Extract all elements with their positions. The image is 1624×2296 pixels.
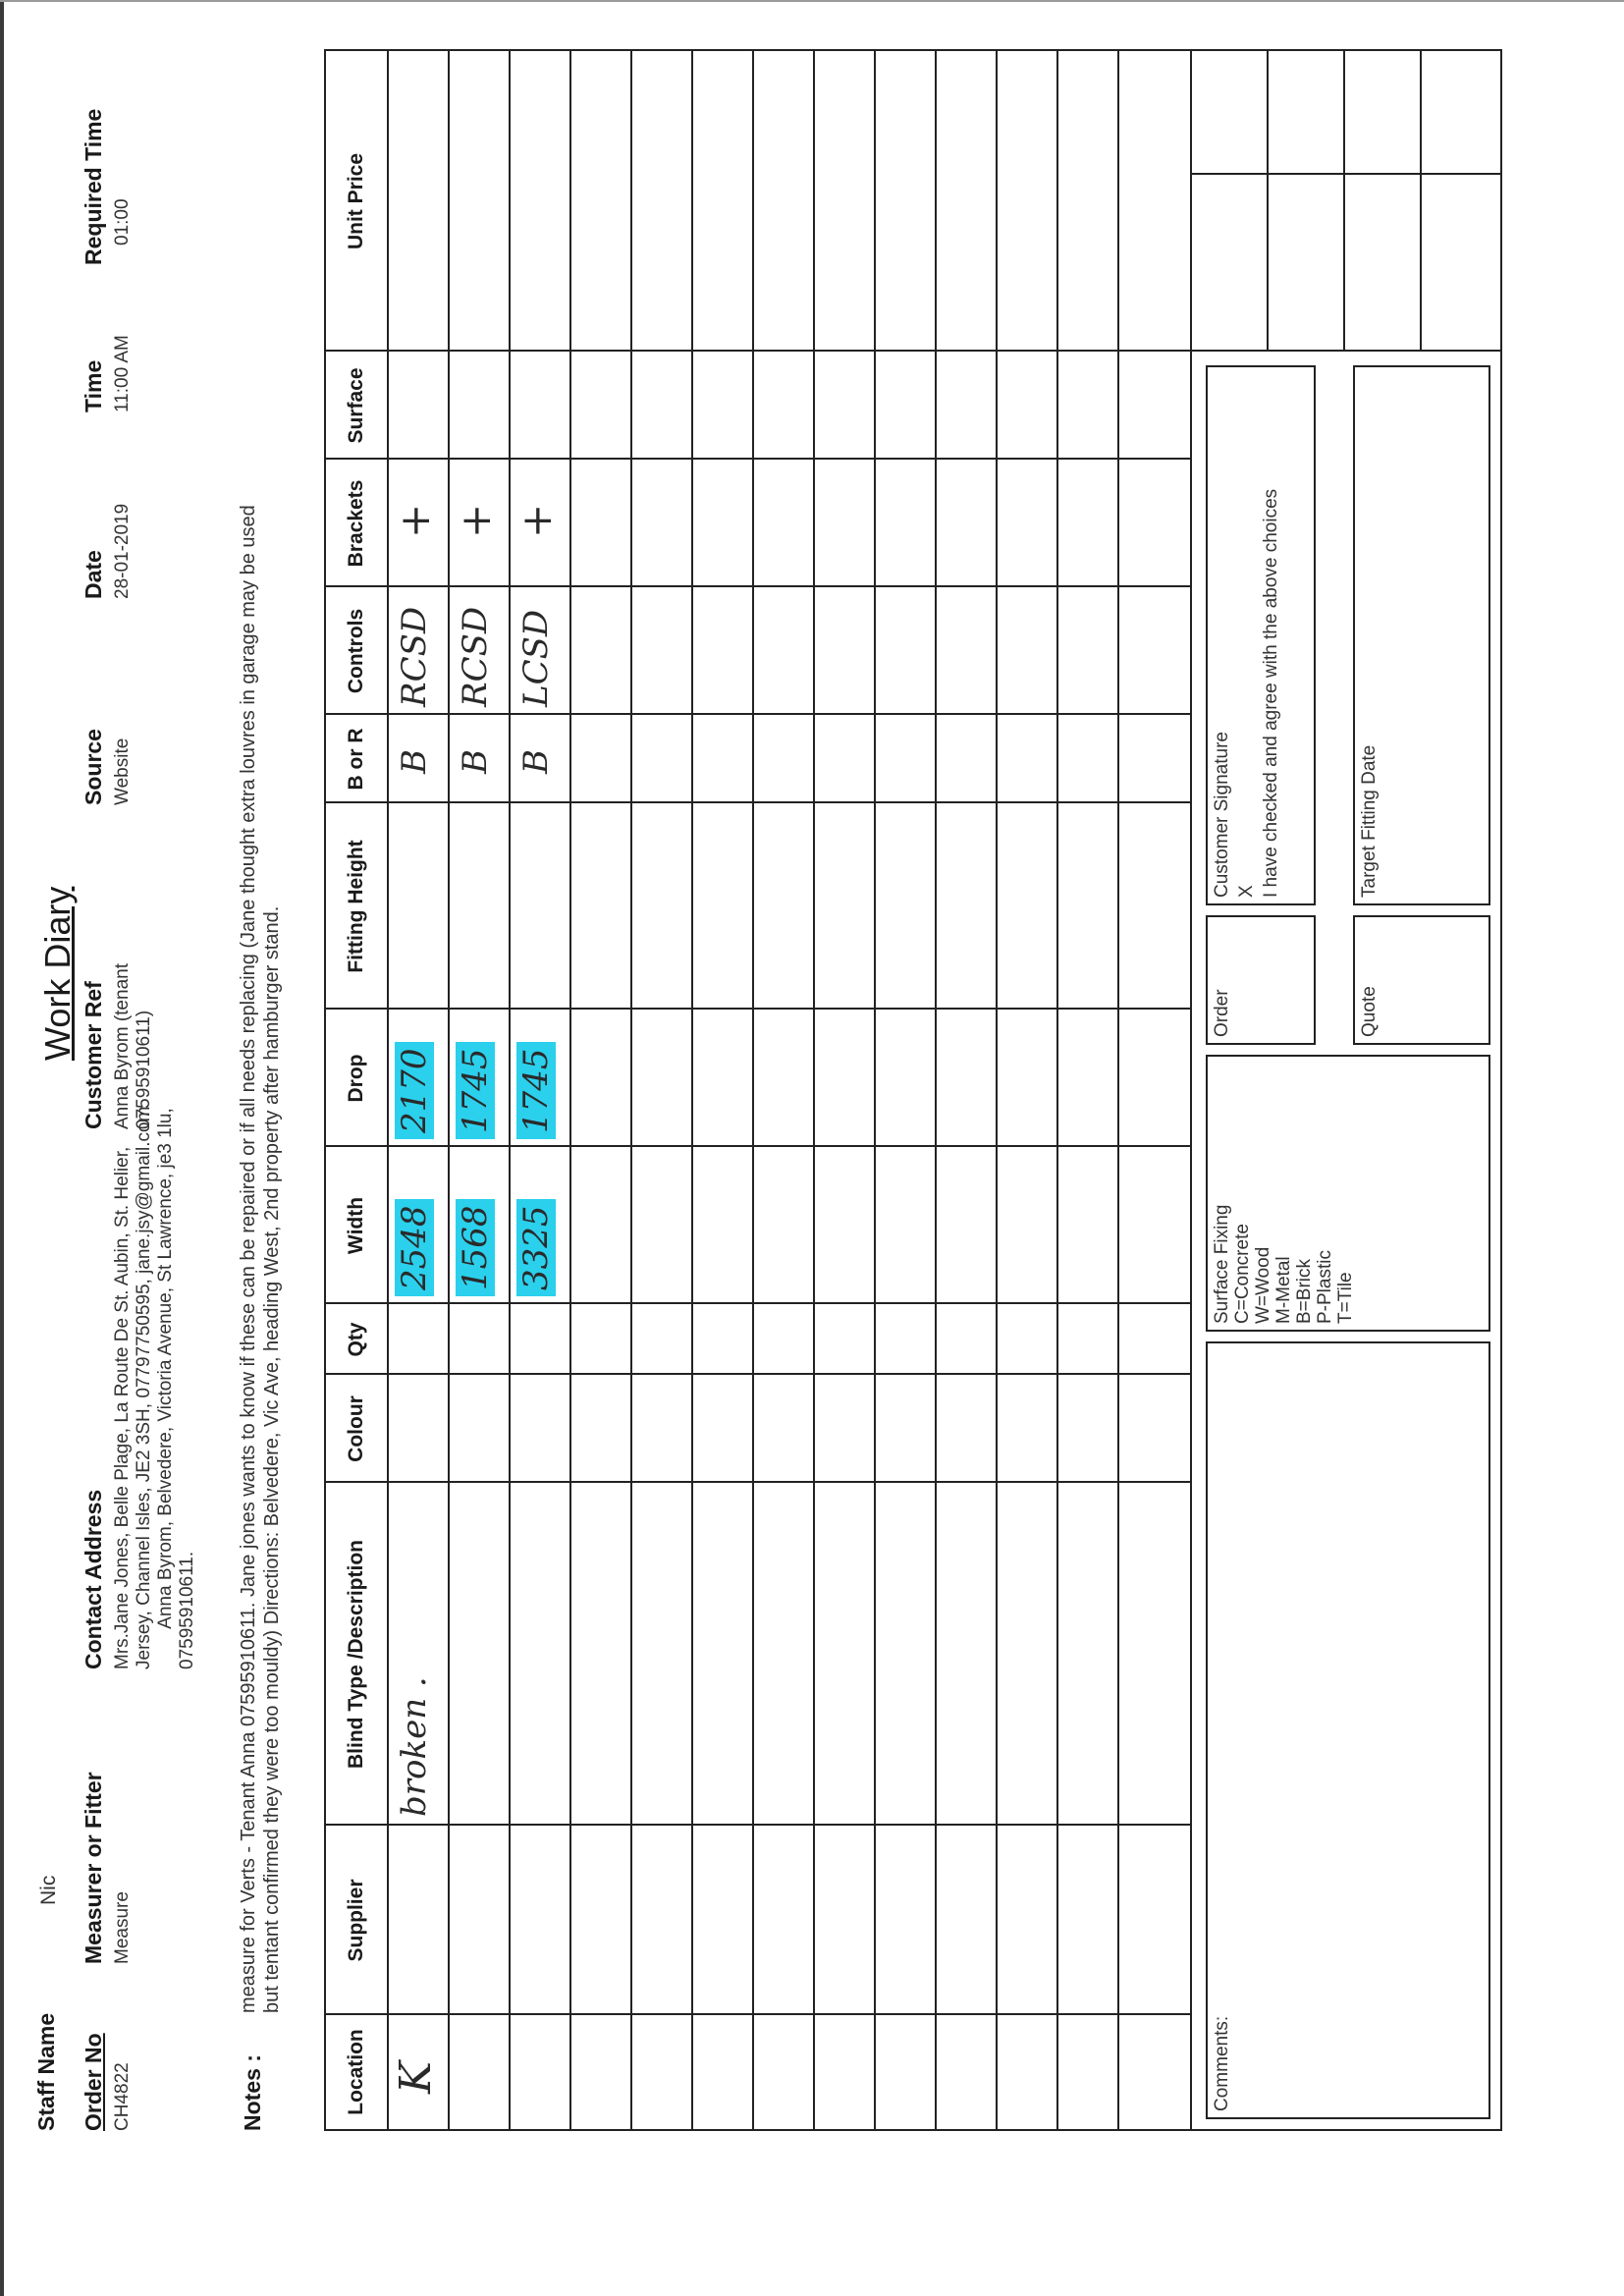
contact-address-value: Mrs.Jane Jones, Belle Plage, La Route De St. Aubin, St. Helier, Jersey, Channel Isles, JE2 3SH, 07797750595, jane.jsy@gmail.com Anna Byrom, Belvedere, Victoria Avenue, St Lawrence, je3 1lu, 07595910611. [112,1106,197,1669]
header-controls: Controls [345,608,367,694]
page-title: Work Diary [37,886,78,1061]
row-3-controls: LCSD [516,609,556,707]
row-3-brackets: + [513,503,561,538]
header-unit-price: Unit Price [345,152,367,250]
order-no-label: Order No [81,2033,106,2131]
row-1-location: K [391,2061,441,2094]
comments-box[interactable] [1206,1341,1490,2119]
header-qty: Qty [345,1322,367,1357]
order-box[interactable] [1206,915,1316,1045]
row-1-controls: RCSD [395,606,434,707]
time-label: Time [81,359,106,412]
signature-mark: X [1236,885,1257,898]
row-2-width: 1568 [456,1199,495,1296]
measurer-label: Measurer or Fitter [81,1772,106,1964]
staff-name-label: Staff Name [33,2012,59,2131]
customer-ref-label: Customer Ref [81,981,106,1129]
order-label: Order [1212,989,1232,1037]
row-2-drop: 1745 [456,1042,495,1139]
source-value: Website [112,738,133,805]
header-width: Width [345,1196,367,1255]
row-3-drop: 1745 [516,1042,556,1139]
notes-line-2: but tentant confirmed they were too mouldy) Directions: Belvedere, Vic Ave, heading West, 2nd property after hamburger stand. [261,905,283,2013]
row-2-controls: RCSD [456,606,495,707]
blinds-table [324,49,1502,2131]
row-2-brackets: + [452,503,500,538]
contact-address-label: Contact Address [81,1489,106,1669]
row-1-b-or-r: B [395,749,434,774]
scan-edge-left [0,0,4,2296]
row-1-drop: 2170 [395,1042,434,1139]
signature-label: Customer Signature [1212,732,1232,898]
header-colour: Colour [345,1395,367,1462]
header-surface: Surface [345,367,367,444]
row-1-brackets: + [391,503,439,538]
order-no-value: CH4822 [112,2062,133,2131]
staff-name-value: Nic [37,1875,60,1905]
time-value: 11:00 AM [112,335,133,412]
target-fitting-date-label: Target Fitting Date [1359,744,1380,898]
row-3-width: 3325 [516,1199,556,1296]
surface-fixing-legend: Surface Fixing C=Concrete W=Wood M-Metal B=Brick P-Plastic T=Tile [1212,1204,1356,1324]
quote-label: Quote [1359,986,1380,1037]
header-drop: Drop [345,1054,367,1103]
notes-label: Notes : [240,2054,265,2131]
row-1-description: broken . [395,1676,434,1817]
header-brackets: Brackets [345,479,367,568]
date-label: Date [81,550,106,599]
surface-fixing-box [1206,1055,1490,1332]
notes-line-1: measure for Verts - Tenant Anna 07595910611. Jane jones wants to know if these can be repaired or if all needs replacing (Jane thought extra louvres in garage may be used [238,505,259,2013]
row-3-b-or-r: B [516,749,556,774]
header-b-or-r: B or R [345,728,367,791]
work-diary-form [29,20,1512,2160]
header-supplier: Supplier [345,1879,367,1962]
required-time-label: Required Time [81,108,106,265]
scan-edge-top [0,0,1624,2]
required-time-value: 01:00 [112,198,133,246]
customer-signature-box[interactable] [1206,365,1316,905]
comments-label: Comments: [1212,2015,1232,2111]
header-location: Location [345,2029,367,2115]
row-1-width: 2548 [395,1199,434,1296]
target-fitting-date-box[interactable] [1353,365,1490,905]
source-label: Source [81,729,106,805]
header-description: Blind Type /Description [345,1540,367,1769]
signature-note: I have checked and agree with the above choices [1261,488,1281,898]
customer-ref-value: Anna Byrom (tenant 07595910611) [112,963,154,1129]
header-fitting-height: Fitting Height [345,840,367,973]
row-2-b-or-r: B [456,749,495,774]
quote-box[interactable] [1353,915,1490,1045]
measurer-value: Measure [112,1891,133,1964]
date-value: 28-01-2019 [112,503,133,599]
